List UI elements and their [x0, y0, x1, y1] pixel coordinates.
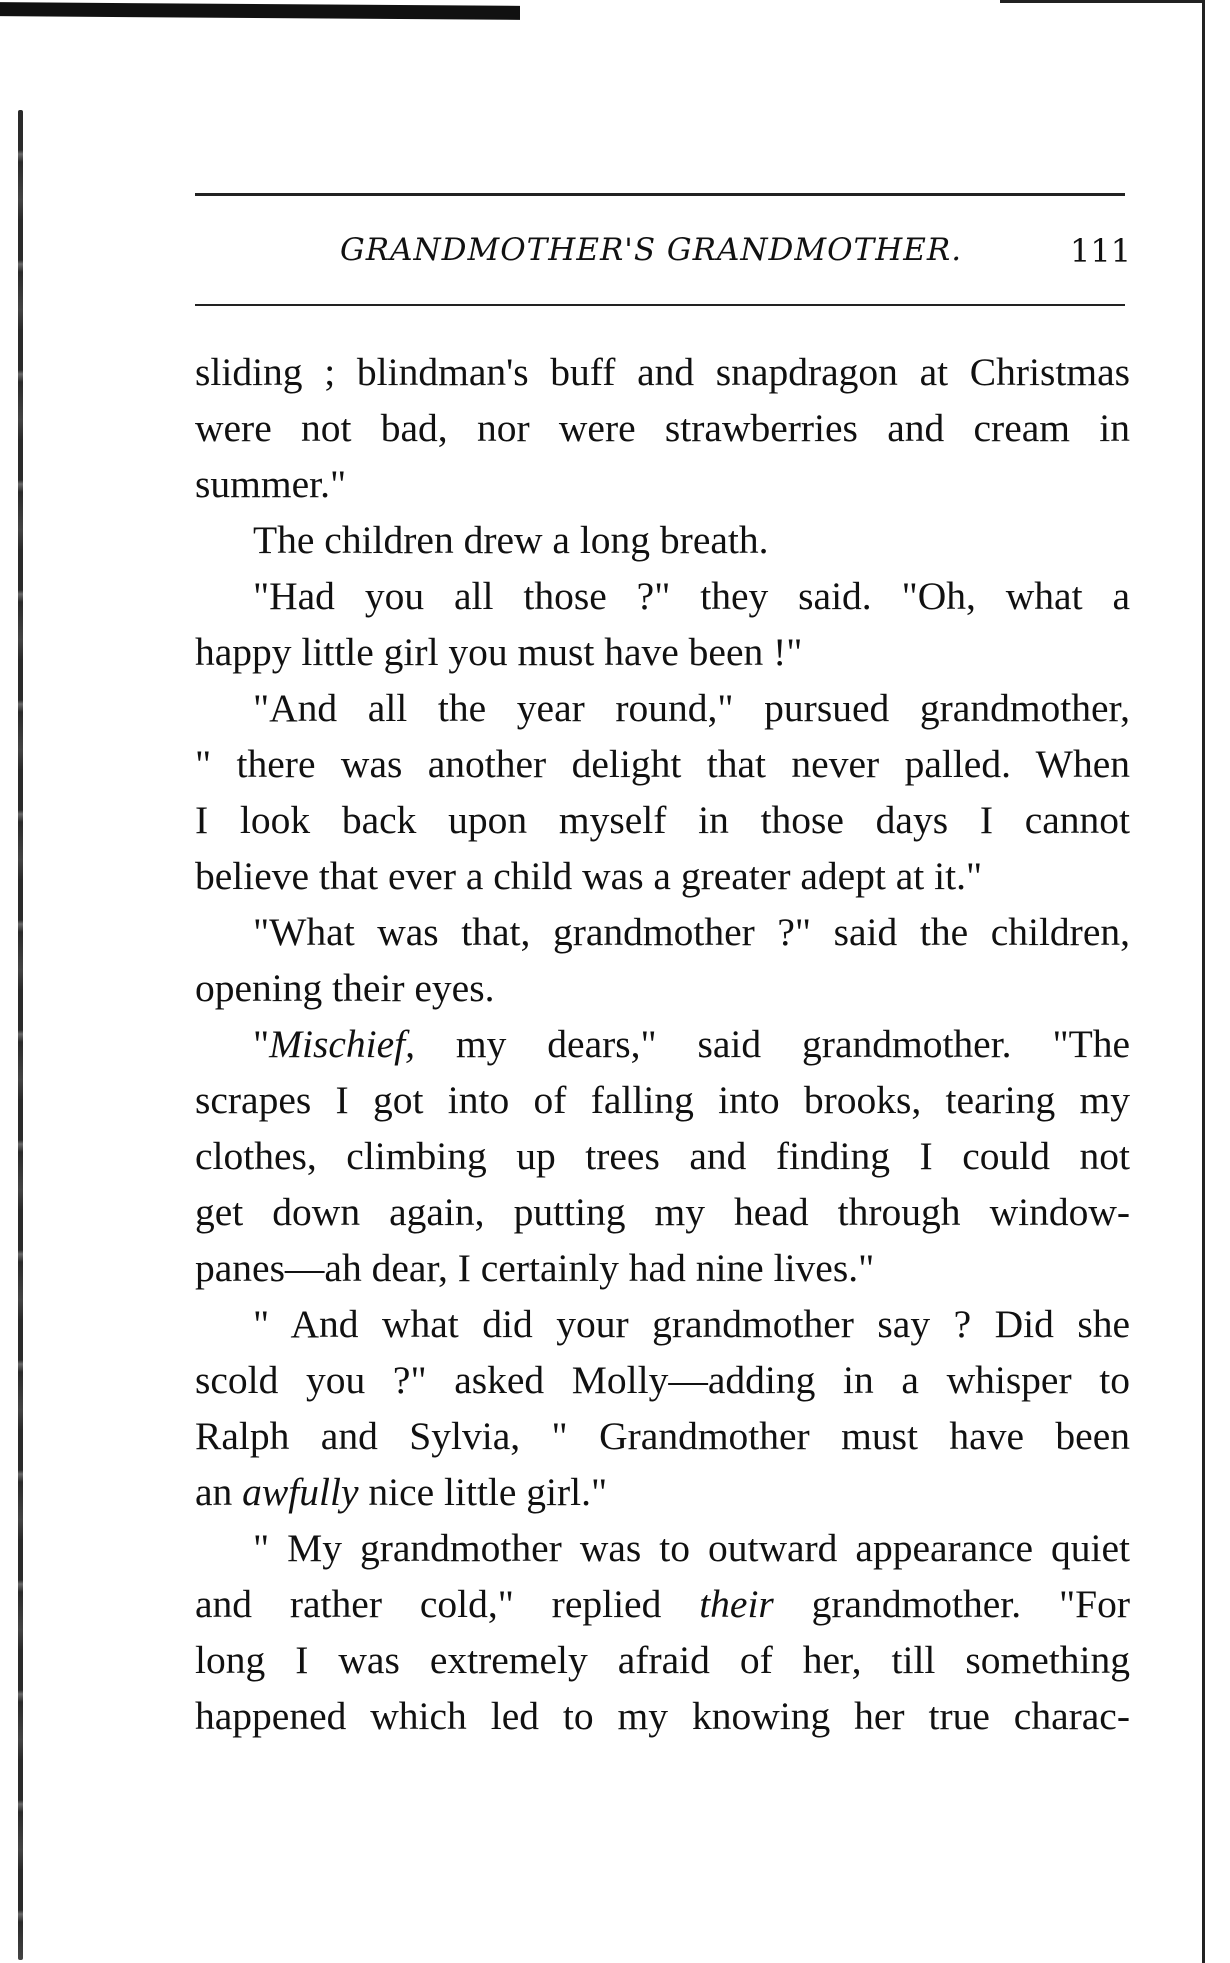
text-segment: my dears," said grandmother. "The — [415, 1022, 1130, 1066]
header-rule-top — [195, 193, 1125, 196]
text-line: clothes, climbing up trees and finding I could not — [195, 1134, 1130, 1178]
book-spine-edge — [18, 110, 23, 1960]
text-segment: grandmother. "For — [773, 1582, 1130, 1626]
text-line: happened which led to my knowing her true charac- — [195, 1694, 1130, 1738]
text-line — [195, 1576, 1130, 1632]
text-line: get down again, putting my head through window- — [195, 1190, 1130, 1234]
text-line: Ralph and Sylvia, " Grandmother must have been — [195, 1414, 1130, 1458]
text-line: "And all the year round," pursued grandmother, — [253, 686, 1130, 730]
page-edge-right — [1202, 0, 1205, 1963]
text-segment: an — [195, 1470, 243, 1514]
text-line: " there was another delight that never palled. When — [195, 742, 1130, 786]
text-line: scrapes I got into of falling into brooks, tearing my — [195, 1078, 1130, 1122]
body-text — [195, 344, 1130, 1744]
text-line: were not bad, nor were strawberries and cream in — [195, 406, 1130, 450]
text-line: The children drew a long breath. — [253, 518, 769, 562]
text-line: summer." — [195, 462, 347, 506]
text-line: opening their eyes. — [195, 966, 495, 1010]
text-line: long I was extremely afraid of her, till something — [195, 1638, 1130, 1682]
text-line: "What was that, grandmother ?" said the children, — [253, 910, 1130, 954]
text-line: "Had you all those ?" they said. "Oh, what a — [253, 574, 1130, 618]
italic-word: their — [699, 1582, 774, 1626]
text-line — [195, 1464, 1130, 1520]
italic-word: awfully — [242, 1470, 359, 1514]
page-number: 111 — [1070, 232, 1132, 270]
text-line: " And what did your grandmother say ? Did she — [253, 1302, 1130, 1346]
text-line: scold you ?" asked Molly—adding in a whisper to — [195, 1358, 1130, 1402]
text-line — [195, 1016, 1130, 1072]
text-segment: and rather cold," replied — [195, 1582, 700, 1626]
text-segment: " — [253, 1022, 270, 1066]
running-head: GRANDMOTHER'S GRANDMOTHER. — [340, 232, 963, 268]
text-line: " My grandmother was to outward appearance quiet — [253, 1526, 1130, 1570]
text-line: believe that ever a child was a greater adept at it." — [195, 854, 983, 898]
text-line: happy little girl you must have been !" — [195, 630, 803, 674]
text-segment: nice little girl." — [358, 1470, 608, 1514]
header-rule-bottom — [195, 304, 1125, 306]
text-line: I look back upon myself in those days I cannot — [195, 798, 1130, 842]
page-edge-shadow-top — [0, 2, 520, 20]
italic-word: Mischief, — [269, 1022, 416, 1066]
page-edge-top-right — [1000, 0, 1205, 3]
text-line: sliding ; blindman's buff and snapdragon at Christmas — [195, 350, 1130, 394]
text-line: panes—ah dear, I certainly had nine lives." — [195, 1246, 875, 1290]
